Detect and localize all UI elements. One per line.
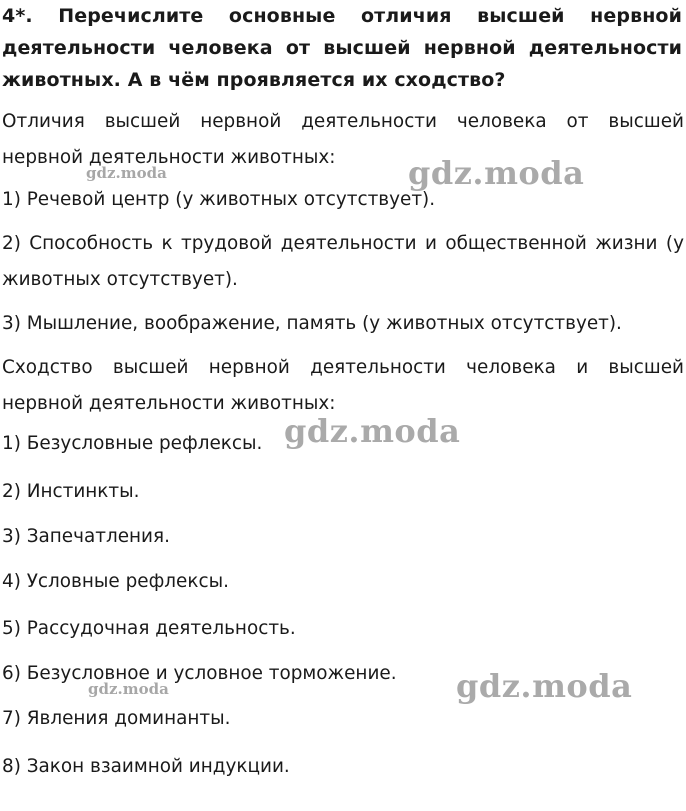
differences-intro: Отличия высшей нервной деятельности человека от высшей нервной деятельности животных:	[2, 111, 684, 168]
watermark-large-2: gdz.moda	[284, 412, 461, 450]
similarities-item-1: 1) Безусловные рефлексы.	[2, 433, 263, 454]
similarities-item-3: 3) Запечатления.	[2, 526, 170, 547]
similarities-item-7: 7) Явления доминанты.	[2, 708, 231, 729]
similarities-item-2: 2) Инстинкты.	[2, 481, 140, 502]
similarities-item-6: 6) Безусловное и условное торможение.	[2, 663, 397, 684]
similarities-item-5: 5) Рассудочная деятельность.	[2, 618, 296, 639]
watermark-large-3: gdz.moda	[456, 667, 633, 705]
task-question: 4*. Перечислите основные отличия высшей нервной деятельности человека от высшей нервной деятельности животных. А в чём проявляется их сходство?	[2, 5, 682, 91]
differences-item-1: 1) Речевой центр (у животных отсутствует).	[2, 189, 436, 210]
similarities-item-8: 8) Закон взаимной индукции.	[2, 756, 290, 777]
watermark-small-1: gdz.moda	[86, 164, 167, 182]
similarities-item-4: 4) Условные рефлексы.	[2, 571, 229, 592]
watermark-small-2: gdz.moda	[88, 680, 169, 698]
similarities-intro: Сходство высшей нервной деятельности человека и высшей нервной деятельности животных:	[2, 357, 684, 414]
differences-item-2: 2) Способность к трудовой деятельности и общественной жизни (у животных отсутствует).	[2, 233, 684, 290]
differences-item-3: 3) Мышление, воображение, память (у животных отсутствует).	[2, 313, 622, 334]
watermark-large-1: gdz.moda	[408, 154, 585, 192]
